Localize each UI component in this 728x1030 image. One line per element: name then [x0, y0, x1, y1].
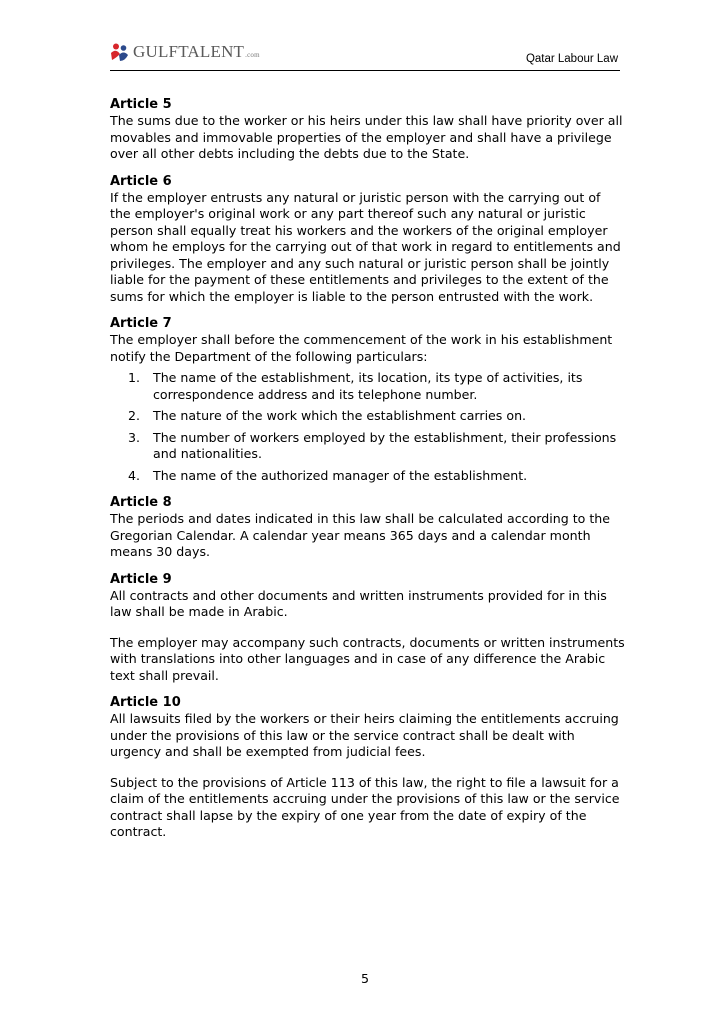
article-paragraph: All lawsuits filed by the workers or their heirs claiming the entitlements accruing under the provisions of this law or the service contract shall be dealt with urgency and shall be exempted from judicial fees. — [110, 711, 619, 759]
article-heading: Article 6 — [110, 173, 172, 189]
people-logo-icon — [110, 42, 130, 62]
article-paragraph: The sums due to the worker or his heirs under this law shall have priority over all movables and immovable properties of the employer and shall have a privilege over all other debts including the debts due to the State. — [110, 113, 623, 161]
article-paragraph: The periods and dates indicated in this law shall be calculated according to the Gregorian Calendar. A calendar year means 365 days and a calendar month means 30 days. — [110, 511, 611, 559]
list-item — [128, 408, 625, 425]
gulftalent-logo — [110, 40, 260, 64]
article-paragraph: Subject to the provisions of Article 113 of this law, the right to file a lawsuit for a claim of the entitlements accruing under the provisions of this law or the service contract shall lapse by the expiry of one year from the date of expiry of the contract. — [110, 774, 620, 839]
article-8 — [110, 494, 625, 561]
article-heading: Article 9 — [110, 571, 172, 587]
list-item — [128, 430, 625, 463]
article-paragraph: All contracts and other documents and written instruments provided for in this law shall be made in Arabic. — [110, 587, 607, 619]
article-heading: Article 5 — [110, 97, 172, 112]
list-number: 3. — [128, 429, 141, 445]
list-text: The number of workers employed by the establishment, their professions and nationalities. — [153, 429, 617, 461]
document-title: Qatar Labour Law — [525, 53, 618, 65]
list-item — [128, 468, 625, 485]
list-number: 4. — [128, 467, 141, 483]
list-text: The name of the establishment, its location, its type of activities, its correspondence address and its telephone number. — [153, 370, 583, 402]
article-paragraph: The employer shall before the commencement of the work in his establishment notify the Department of the following particulars: — [110, 332, 613, 364]
list-number: 1. — [128, 370, 141, 385]
article-paragraph: If the employer entrusts any natural or juristic person with the carrying out of the employer's original work or any part thereof such any natural or juristic person shall equally treat his workers and the workers of the original employer whom he employs for the carrying out of that work in regard to entitlements and privileges. The employer and any such natural or juristic person shall be jointly liable for the payment of these entitlements and privileges to the extent of the sums for which the employer is liable to the person entrusted with the work. — [110, 189, 621, 304]
article-10 — [110, 694, 625, 841]
article-7 — [110, 315, 625, 484]
article-paragraph: The employer may accompany such contracts, documents or written instruments with translations into other languages and in case of any difference the Arabic text shall prevail. — [110, 634, 625, 683]
page-number: 5 — [360, 971, 369, 986]
page-header — [110, 38, 620, 71]
article-heading: Article 10 — [110, 695, 181, 710]
list-text: The nature of the work which the establishment carries on. — [153, 408, 527, 423]
list-text: The name of the authorized manager of the establishment. — [153, 467, 528, 483]
article-heading: Article 7 — [110, 316, 172, 331]
article-5 — [110, 96, 625, 163]
document-body — [110, 96, 625, 851]
list-item — [128, 370, 625, 403]
article-6 — [110, 173, 625, 306]
list-number: 2. — [128, 408, 141, 423]
article-heading: Article 8 — [110, 495, 172, 510]
particulars-list — [110, 370, 625, 484]
article-9 — [110, 571, 625, 685]
logo-wordmark: GULFTALENT.com — [133, 42, 260, 61]
